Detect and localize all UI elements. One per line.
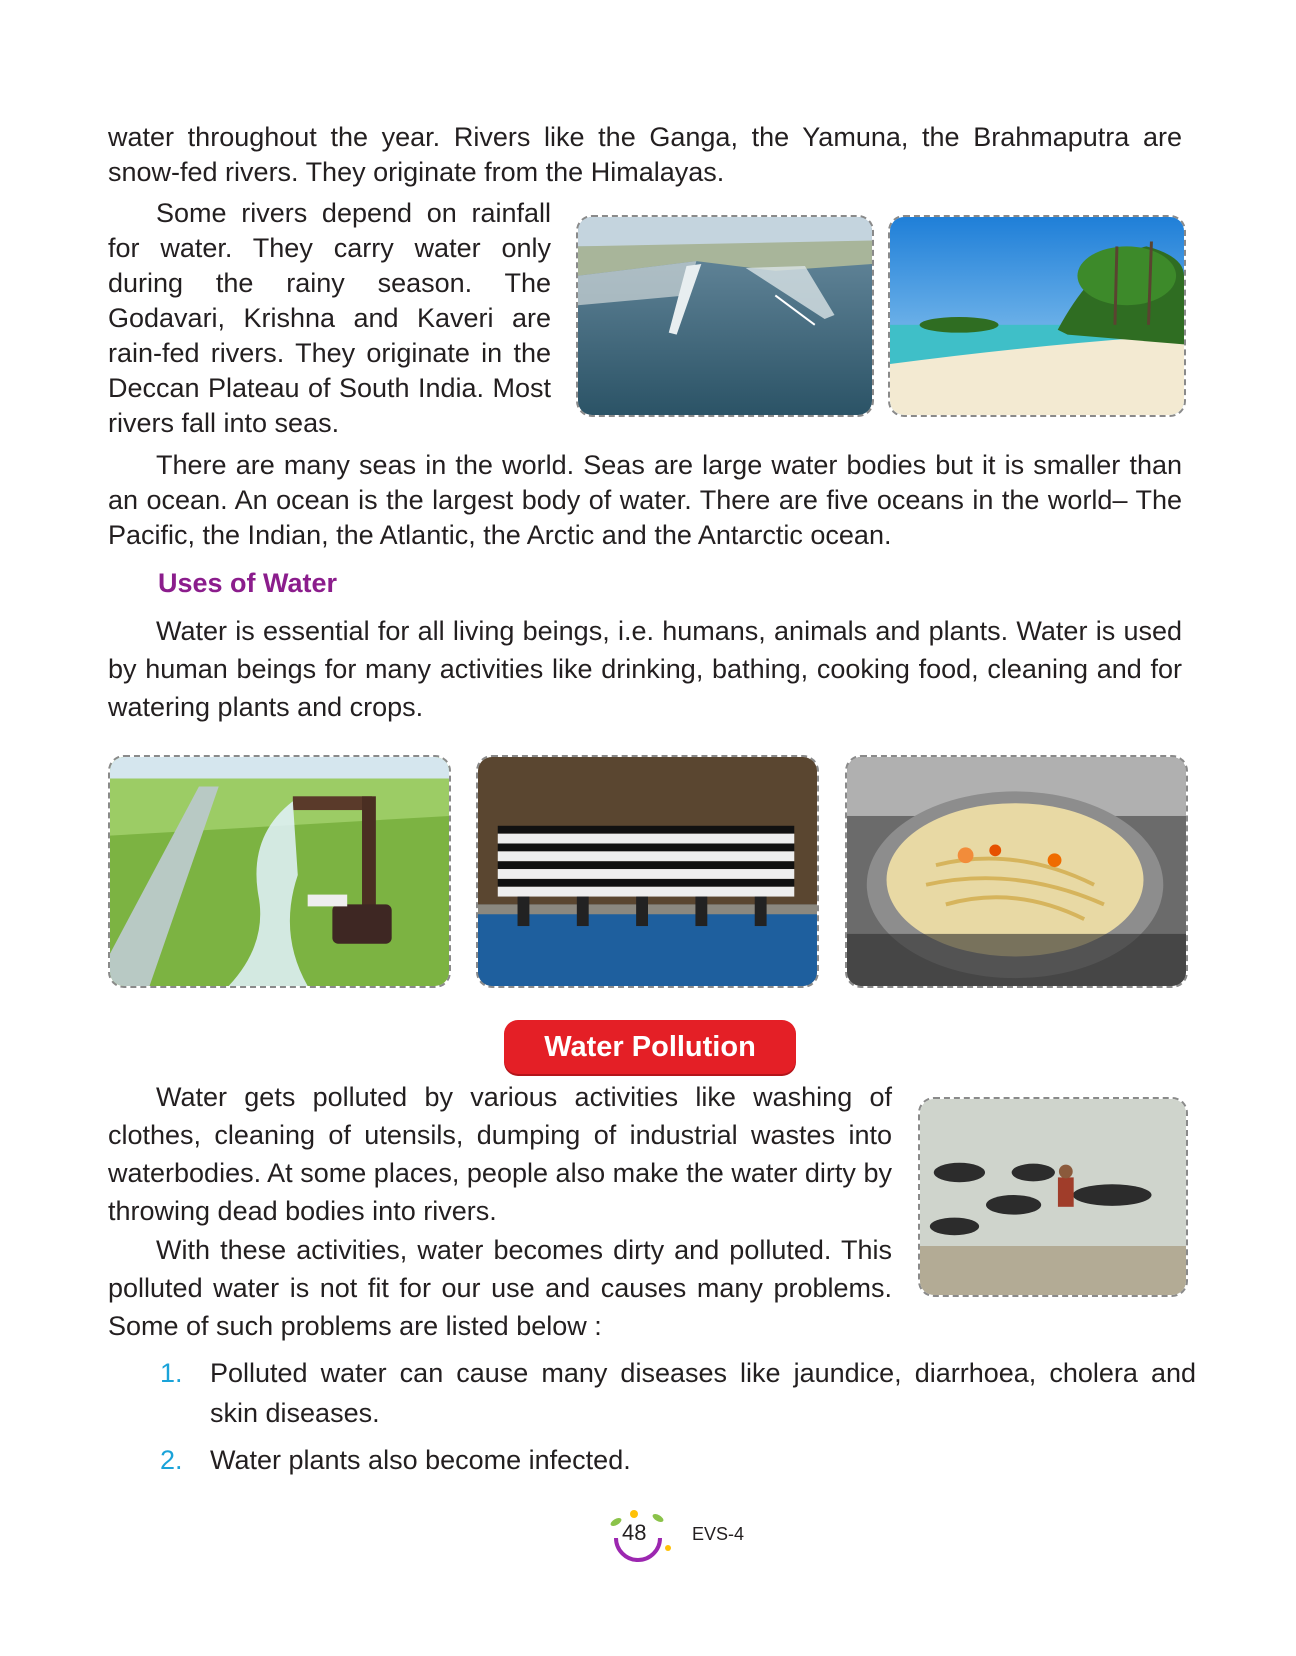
paragraph-pollution-causes: Water gets polluted by various activities like washing of clothes, cleaning of utensils, dumping of industrial wastes into waterbodies. At some places, people also make the water dirty by throwing dead bodies into rivers. bbox=[108, 1082, 892, 1226]
book-title: EVS-4 bbox=[692, 1524, 745, 1544]
river-delta-photo bbox=[576, 215, 874, 417]
irrigation-photo bbox=[108, 755, 451, 988]
buffaloes-river-photo bbox=[918, 1097, 1188, 1297]
heading-uses-of-water: Uses of Water bbox=[158, 568, 338, 598]
list-number: 1. bbox=[160, 1358, 183, 1388]
list-number: 2. bbox=[160, 1445, 183, 1475]
paragraph-seas-oceans: There are many seas in the world. Seas are large water bodies but it is smaller than an ocean. An ocean is the largest body of water. There are five oceans in the world– The Pacific, the Indian, the Atlantic, the Arctic and the Antarctic ocean. bbox=[108, 450, 1182, 550]
page-number: 48 bbox=[622, 1520, 647, 1545]
zebras-photo bbox=[476, 755, 819, 988]
page-number-badge bbox=[604, 1508, 674, 1568]
list-item bbox=[160, 1440, 1196, 1480]
list-text: Water plants also become infected. bbox=[210, 1445, 631, 1475]
paragraph-rain-fed-rivers: Some rivers depend on rainfall for water. They carry water only during the rainy season. The Godavari, Krishna and Kaveri are rain-fed rivers. They originate in the Deccan Plateau of South India. Most rivers fall into seas. bbox=[108, 198, 551, 438]
beach-photo bbox=[888, 215, 1186, 417]
list-item bbox=[160, 1353, 1196, 1433]
cooking-pot-photo bbox=[845, 755, 1188, 988]
water-pollution-heading: Water Pollution bbox=[504, 1020, 796, 1074]
paragraph-pollution-effects: With these activities, water becomes dirty and polluted. This polluted water is not fit for our use and causes many problems. Some of such problems are listed below : bbox=[108, 1235, 892, 1341]
list-text: Polluted water can cause many diseases like jaundice, diarrhoea, cholera and skin diseases. bbox=[210, 1358, 1196, 1428]
paragraph-snow-fed-rivers: water throughout the year. Rivers like the Ganga, the Yamuna, the Brahmaputra are snow-fed rivers. They originate from the Himalayas. bbox=[108, 122, 1182, 187]
paragraph-uses-of-water: Water is essential for all living beings, i.e. humans, animals and plants. Water is used by human beings for many activities like drinking, bathing, cooking food, cleaning and for watering plants and crops. bbox=[108, 616, 1182, 722]
